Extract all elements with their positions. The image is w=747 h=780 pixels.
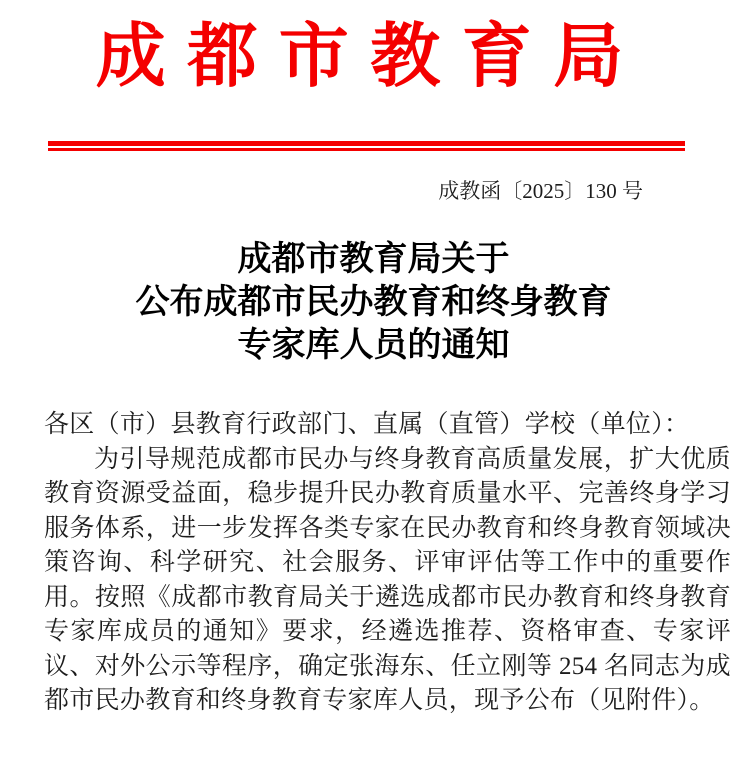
notice-title — [0, 238, 747, 367]
divider-thin-line — [48, 148, 685, 151]
agency-title: 成 都 市 教 育 局 — [95, 19, 626, 96]
body-paragraph: 为引导规范成都市民办与终身教育高质量发展，扩大优质教育资源受益面，稳步提升民办教育质量水平、完善终身学习服务体系，进一步发挥各类专家在民办教育和终身教育领域决策咨询、科学研究、社会服务、评审评估等工作中的重要作用。按照《成都市教育局关于遴选成都市民办教育和终身教育专家库成员的通知》要求，经遴选推荐、资格审查、专家评议、对外公示等程序，确定张海东、任立刚等 254 名同志为成都市民办教育和终身教育专家库人员，现予公布（见附件）。 — [44, 445, 731, 714]
document-number: 成教函〔2025〕130 号 — [438, 179, 643, 203]
notice-body — [44, 408, 731, 719]
header-divider — [48, 141, 685, 151]
notice-title-line-1: 成都市教育局关于 — [237, 241, 510, 278]
notice-title-line-3: 专家库人员的通知 — [237, 327, 510, 364]
salutation: 各区（市）县教育行政部门、直属（直管）学校（单位）： — [44, 411, 690, 438]
document-page — [0, 14, 747, 780]
notice-title-line-2: 公布成都市民办教育和终身教育 — [135, 284, 612, 321]
